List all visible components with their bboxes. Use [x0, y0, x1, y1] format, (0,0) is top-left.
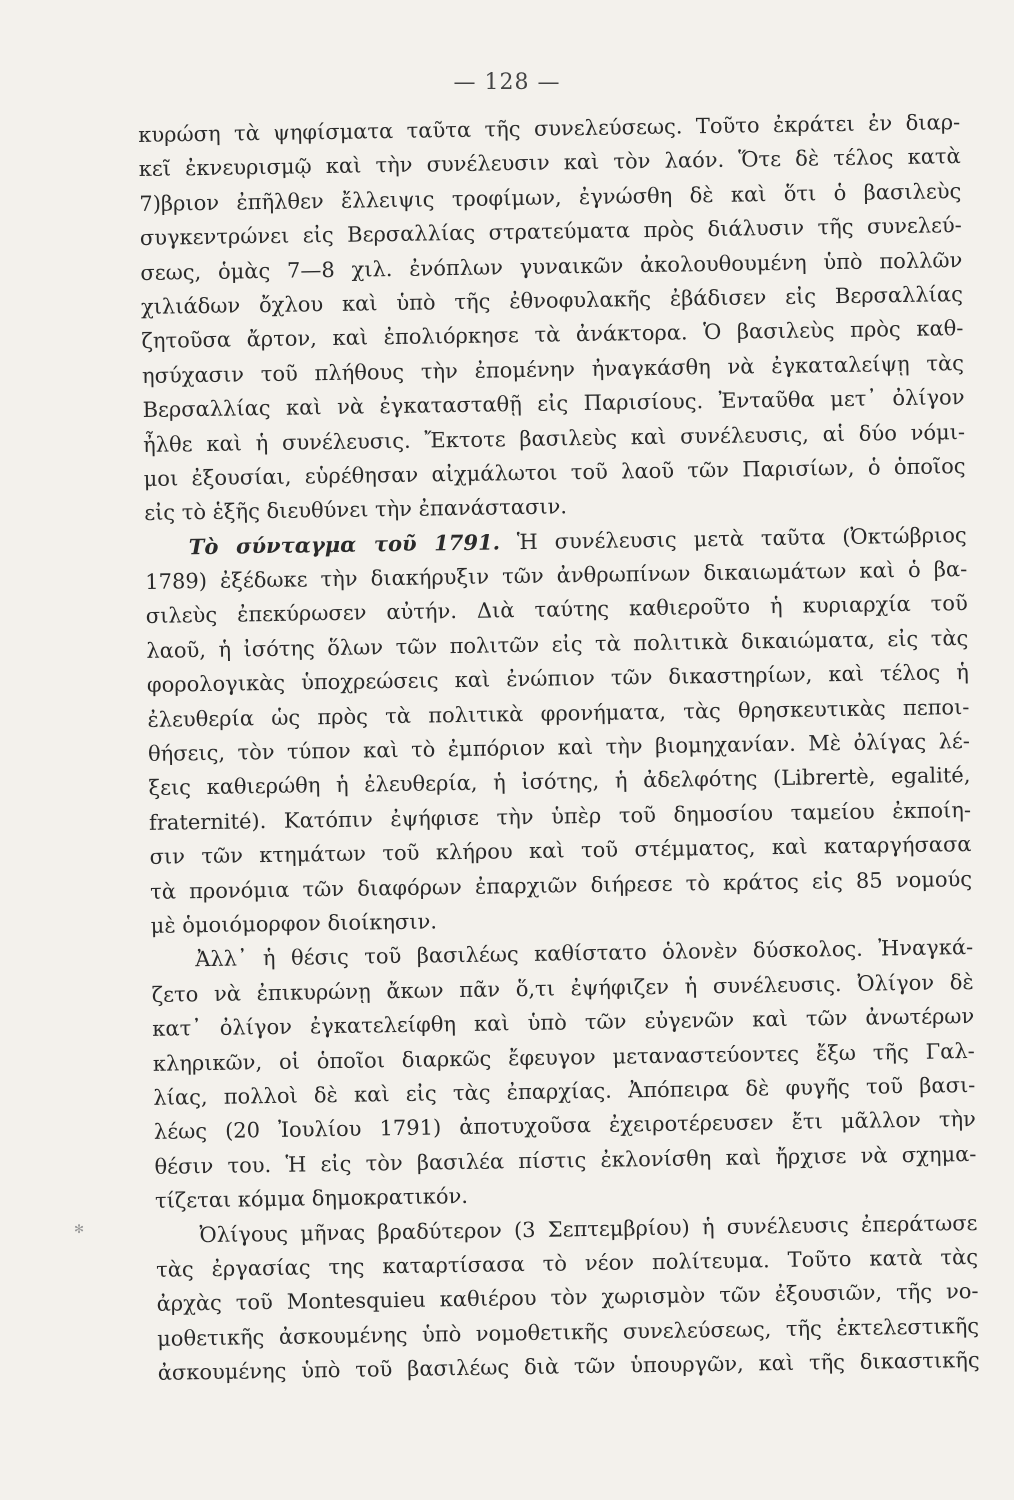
text-line: ἦλθε καὶ ἡ συνέλευσις. Ἔκτοτε βασιλεὺς καὶ συνέλευσις, αἱ δύο νόμι- [142, 419, 966, 457]
text-line: ἐλευθερία ὡς πρὸς τὰ πολιτικὰ φρονήματα, τὰς θρησκευτικὰς πεποι- [147, 694, 970, 732]
text-line: τὰ προνόμια τῶν διαφόρων ἐπαρχιῶν διήρεσε τὸ κράτος εἰς 85 νομούς [149, 866, 973, 904]
paragraph-3 [151, 930, 977, 1218]
text-line: ξεις καθιερώθη ἡ ἐλευθερία, ἡ ἰσότης, ἡ ἀδελφότης (Librertè, egalité, [148, 763, 971, 801]
page-number: — 128 — [453, 70, 561, 95]
text-line: μοι ἐξουσίαι, εὑρέθησαν αἰχμάλωτοι τοῦ λαοῦ τῶν Παρισίων, ὁ ὁποῖος [143, 453, 966, 491]
text-line-rest: Ἡ συνέλευσις μετὰ ταῦτα (Ὀκτώβριος [516, 522, 967, 554]
text-line: εἰς τὸ ἑξῆς διευθύνει τὴν ἐπανάστασιν. [144, 494, 568, 526]
text-line: θήσεις, τὸν τύπον καὶ τὸ ἐμπόριον καὶ τὴν βιομηχανίαν. Μὲ ὀλίγας λέ- [147, 729, 971, 766]
text-line: σιν τῶν κτημάτων τοῦ κλήρου καὶ τοῦ στέμματος, καὶ καταργήσασα [149, 832, 972, 870]
text-line: Ὀλίγους μῆνας βραδύτερον (3 Σεπτεμβρίου) ἡ συνέλευσις ἐπεράτωσε [199, 1210, 978, 1247]
text-line: ζετο νὰ ἐπικυρώνῃ ἄκων πᾶν ὅ,τι ἐψήφιζεν ἡ συνέλευσις. Ὀλίγον δὲ [151, 969, 974, 1007]
text-line: τὰς ἐργασίας της καταρτίσασα τὸ νέον πολίτευμα. Τοῦτο κατὰ τὰς [155, 1244, 979, 1282]
text-line: Βερσαλλίας καὶ νὰ ἐγκατασταθῇ εἰς Παρισίους. Ἐνταῦθα μετ᾽ ὀλίγον [142, 385, 965, 423]
text-line: κατ᾽ ὀλίγον ἐγκατελείφθη καὶ ὑπὸ τῶν εὐγενῶν καὶ τῶν ἀνωτέρων [152, 1004, 975, 1042]
print-speck-icon: ✻ [74, 1222, 85, 1236]
paragraph-1 [138, 105, 966, 531]
paragraph-2 [144, 518, 972, 944]
text-line: Ἀλλ᾽ ἡ θέσις τοῦ βασιλέως καθίστατο ὁλονὲν δύσκολος. Ἠναγκά- [195, 935, 974, 972]
text-line: κεῖ ἐκνευρισμῷ καὶ τὴν συνέλευσιν καὶ τὸν λαόν. Ὅτε δὲ τέλος κατὰ [138, 144, 961, 182]
text-line: 1789) ἐξέδωκε τὴν διακήρυξιν τῶν ἀνθρωπίνων δικαιωμάτων καὶ ὁ βα- [145, 557, 968, 595]
text-line: κυρώση τὰ ψηφίσματα ταῦτα τῆς συνελεύσεως. Τοῦτο ἐκράτει ἐν διαρ- [138, 110, 961, 147]
text-line: μοθετικῆς ἀσκουμένης ὑπὸ νομοθετικῆς συνελεύσεως, τῆς ἐκτελεστικῆς [156, 1313, 980, 1351]
text-line: ησύχασιν τοῦ πλήθους τὴν ἐπομένην ἠναγκάσθη νὰ ἐγκαταλείψῃ τὰς [141, 350, 965, 388]
text-line: σιλεὺς ἐπεκύρωσεν αὐτήν. Διὰ ταύτης καθιεροῦτο ἡ κυριαρχία τοῦ [145, 591, 968, 629]
text-line: φορολογικὰς ὑποχρεώσεις καὶ ἐνώπιον τῶν δικαστηρίων, καὶ τέλος ἡ [146, 660, 969, 698]
text-line: τίζεται κόμμα δημοκρατικόν. [154, 1184, 469, 1213]
text-line: fraternité). Κατόπιν ἐψήφισε τὴν ὑπὲρ τοῦ δημοσίου ταμείου ἐκποίη- [148, 797, 972, 835]
text-line: λίας, πολλοὶ δὲ καὶ εἰς τὰς ἐπαρχίας. Ἀπόπειρα δὲ φυγῆς τοῦ βασι- [153, 1072, 976, 1110]
text-body [138, 105, 980, 1390]
text-line: χιλιάδων ὄχλου καὶ ὑπὸ τῆς ἐθνοφυλακῆς ἐβάδισεν εἰς Βερσαλλίας [140, 282, 964, 319]
text-line: σεως, ὁμὰς 7—8 χιλ. ἐνόπλων γυναικῶν ἀκολουθουμένη ὑπὸ πολλῶν [140, 247, 963, 285]
text-line: μὲ ὁμοιόμορφον διοίκησιν. [150, 909, 438, 938]
text-line: ζητοῦσα ἄρτον, καὶ ἐπολιόρκησε τὰ ἀνάκτορα. Ὁ βασιλεὺς πρὸς καθ- [141, 316, 964, 354]
section-heading: Τὸ σύνταγμα τοῦ 1791. [188, 529, 501, 559]
text-line: θέσιν του. Ἡ εἰς τὸν βασιλέα πίστις ἐκλονίσθη καὶ ἤρχισε νὰ σχημα- [154, 1141, 977, 1179]
text-line: συγκεντρώνει εἰς Βερσαλλίας στρατεύματα πρὸς διάλυσιν τῆς συνελεύ- [139, 213, 962, 251]
text-line: κληρικῶν, οἱ ὁποῖοι διαρκῶς ἔφευγον μεταναστεύοντες ἔξω τῆς Γαλ- [152, 1038, 975, 1076]
text-line: λαοῦ, ἡ ἰσότης ὅλων τῶν πολιτῶν εἰς τὰ πολιτικὰ δικαιώματα, εἰς τὰς [146, 625, 969, 663]
text-line: 7)βριον ἐπῆλθεν ἔλλειψις τροφίμων, ἐγνώσθη δὲ καὶ ὅτι ὁ βασιλεὺς [139, 178, 962, 216]
text-line: ἀρχὰς τοῦ Montesquieu καθιέρου τὸν χωρισμὸν τῶν ἐξουσιῶν, τῆς νο- [156, 1279, 979, 1317]
text-line: ἀσκουμένης ὑπὸ τοῦ βασιλέως διὰ τῶν ὑπουργῶν, καὶ τῆς δικαστικῆς [157, 1347, 980, 1385]
paragraph-4 [155, 1205, 980, 1390]
text-line: λέως (20 Ἰουλίου 1791) ἀποτυχοῦσα ἐχειροτέρευσεν ἔτι μᾶλλον τὴν [153, 1107, 977, 1145]
